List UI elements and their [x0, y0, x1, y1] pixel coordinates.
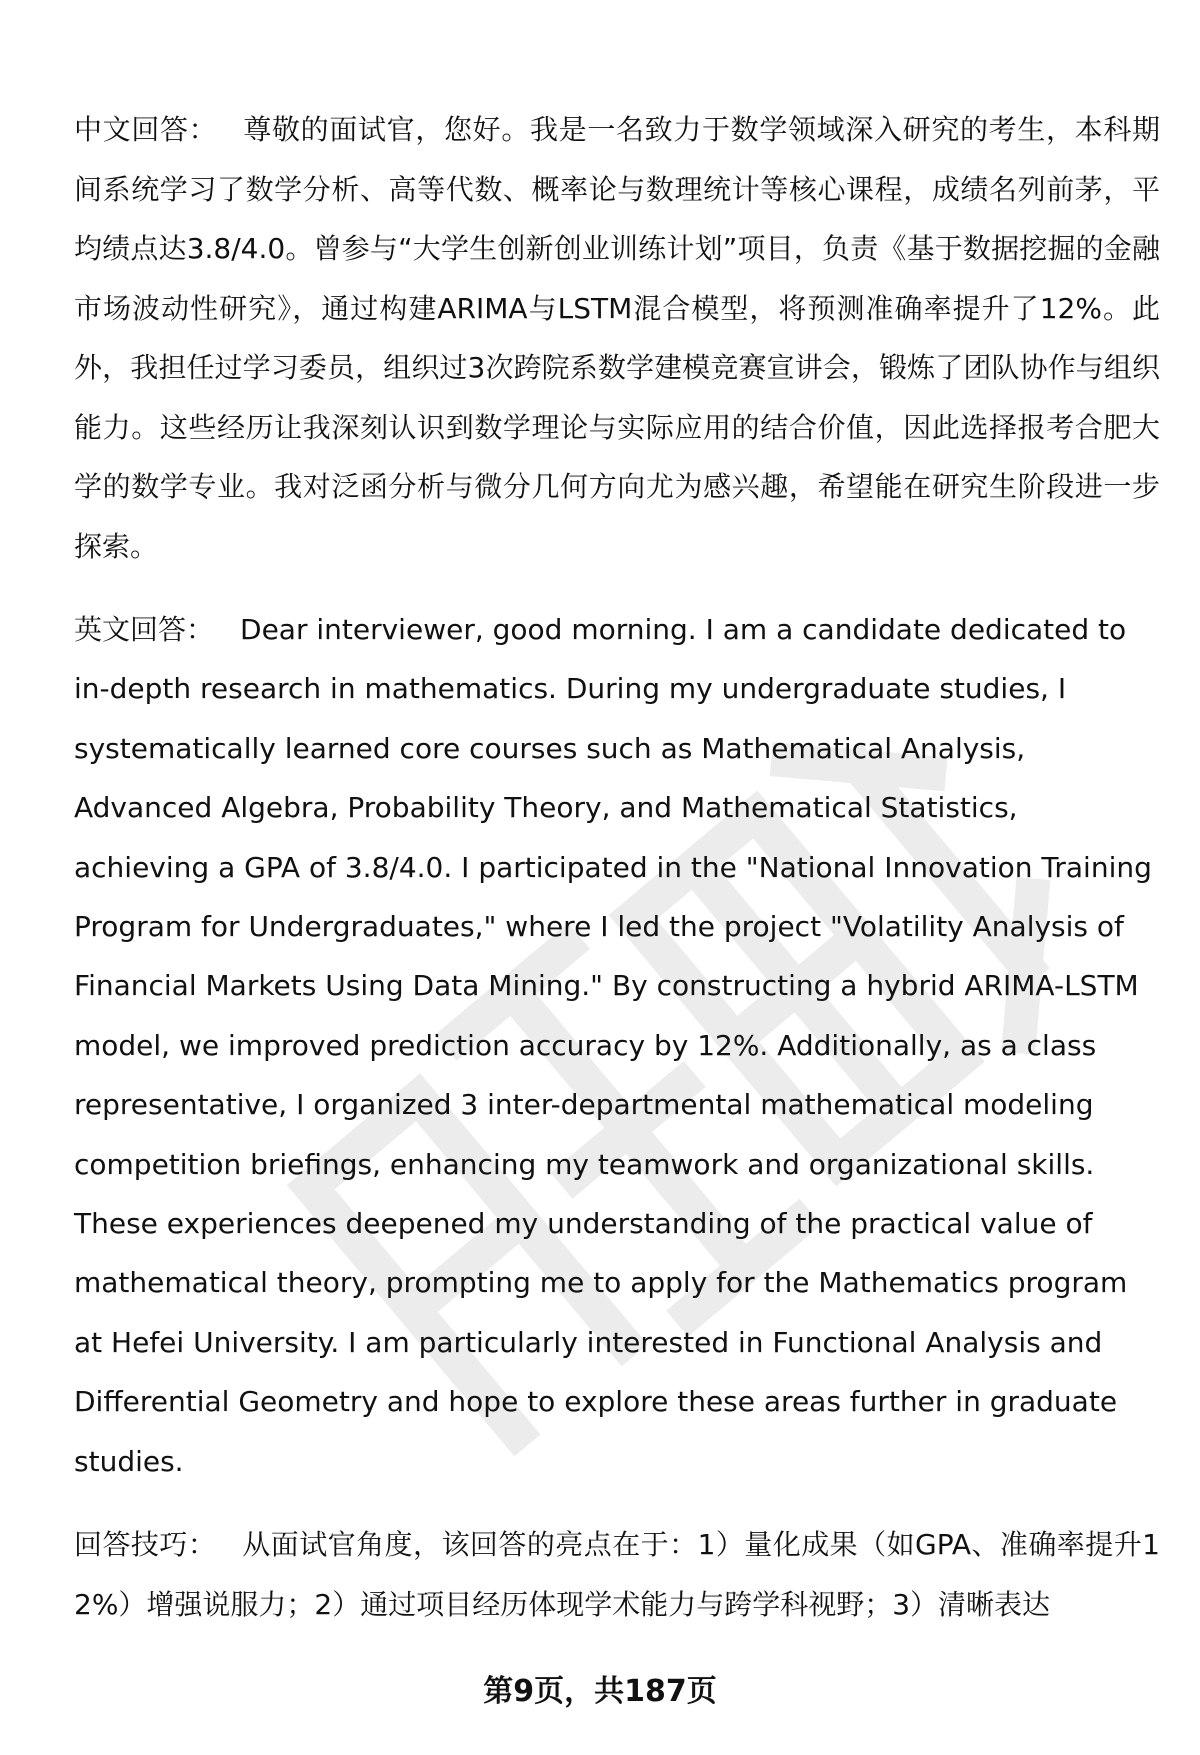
- chinese-answer-label: 中文回答：: [74, 113, 218, 146]
- english-answer-text: Dear interviewer, good morning. I am a candidate dedicated to in-depth research in mathematics. During my undergraduate studies, I systematically learned core courses such as Mathematical Analysis, Advanced Algebra, Probability Theory, and Mathematical Statistics, achieving a GPA of 3.8/4.0. I participated in the "National Innovation Training Program for Undergraduates," where I led the project "Volatility Analysis of Financial Markets Using Data Mining." By constructing a hybrid ARIMA-LSTM model, we improved prediction accuracy by 12%. Additionally, as a class representative, I organized 3 inter-departmental mathematical modeling competition briefings, enhancing my teamwork and organizational skills. These experiences deepened my understanding of the practical value of mathematical theory, prompting me to apply for the Mathematics program at Hefei University. I am particularly interested in Functional Analysis and Differential Geometry and hope to explore these areas further in graduate studies.: [74, 613, 1152, 1478]
- answer-tips-label: 回答技巧：: [74, 1528, 217, 1562]
- answer-tips-paragraph: [74, 1515, 1160, 1634]
- english-answer-label: 英文回答：: [74, 613, 215, 646]
- main-content: [74, 100, 1160, 1634]
- page-number-footer: 第9页，共187页: [483, 1674, 717, 1709]
- chinese-answer-paragraph: [74, 100, 1160, 576]
- english-answer-paragraph: [74, 600, 1160, 1491]
- chinese-answer-text: 尊敬的面试官，您好。我是一名致力于数学领域深入研究的考生，本科期间系统学习了数学分析、高等代数、概率论与数理统计等核心课程，成绩名列前茅，平均绩点达3.8/4.0。曾参与“大学生创新创业训练计划”项目，负责《基于数据挖掘的金融市场波动性研究》，通过构建ARIMA与LSTM混合模型，将预测准确率提升了12%。此外，我担任过学习委员，组织过3次跨院系数学建模竞赛宣讲会，锻炼了团队协作与组织能力。这些经历让我深刻认识到数学理论与实际应用的结合价值，因此选择报考合肥大学的数学专业。我对泛函分析与微分几何方向尤为感兴趣，希望能在研究生阶段进一步探索。: [74, 113, 1160, 563]
- answer-tips-text: 从面试官角度，该回答的亮点在于：1）量化成果（如GPA、准确率提升12%）增强说服力；2）通过项目经历体现学术能力与跨学科视野；3）清晰表达: [74, 1528, 1160, 1621]
